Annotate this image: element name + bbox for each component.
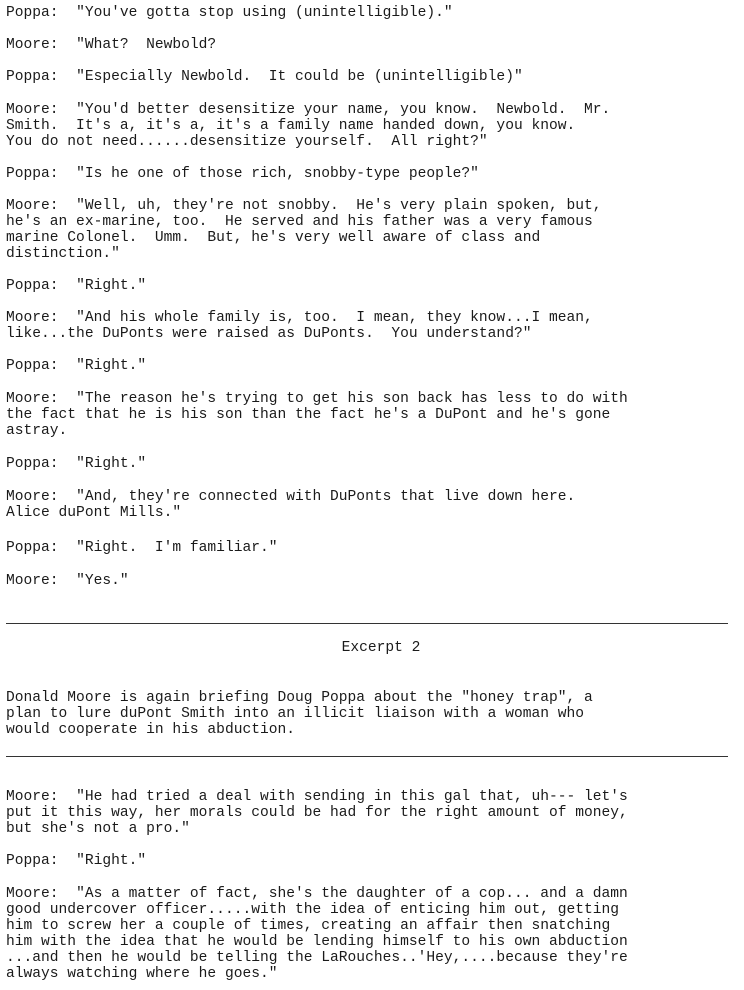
- dialogue-paragraph: [6, 310, 738, 342]
- dialogue-paragraph: [6, 102, 738, 150]
- speaker-label: Poppa:: [6, 5, 59, 21]
- dialogue-paragraph: [6, 456, 738, 472]
- dialogue-paragraph: [6, 540, 738, 556]
- dialogue-text: "Yes.": [76, 573, 129, 589]
- dialogue-text: distinction.": [6, 246, 120, 262]
- dialogue-text: him to screw her a couple of times, creating an affair then snatching: [6, 918, 611, 934]
- dialogue-text: "Well, uh, they're not snobby. He's very plain spoken, but,: [76, 198, 602, 214]
- dialogue-text: like...the DuPonts were raised as DuPonts. You understand?": [6, 326, 532, 342]
- horizontal-rule: [6, 623, 728, 624]
- speaker-label: Moore:: [6, 489, 59, 505]
- speaker-label: Moore:: [6, 102, 59, 118]
- dialogue-text: marine Colonel. Umm. But, he's very well aware of class and: [6, 230, 541, 246]
- dialogue-paragraph: [6, 358, 738, 374]
- dialogue-paragraph: [6, 573, 738, 589]
- dialogue-text: always watching where he goes.": [6, 966, 278, 982]
- speaker-label: Moore:: [6, 37, 59, 53]
- dialogue-text: "And, they're connected with DuPonts that live down here.: [76, 489, 576, 505]
- speaker-label: Poppa:: [6, 278, 59, 294]
- dialogue-paragraph: [6, 789, 738, 837]
- dialogue-text: "Right.": [76, 358, 147, 374]
- horizontal-rule: [6, 756, 728, 757]
- dialogue-text: but she's not a pro.": [6, 821, 190, 837]
- dialogue-text: "The reason he's trying to get his son back has less to do with: [76, 391, 628, 407]
- speaker-label: Poppa:: [6, 540, 59, 556]
- dialogue-paragraph: [6, 166, 738, 182]
- dialogue-paragraph: [6, 278, 738, 294]
- speaker-label: Moore:: [6, 198, 59, 214]
- dialogue-text: astray.: [6, 423, 68, 439]
- dialogue-text: "You've gotta stop using (unintelligible).": [76, 5, 453, 21]
- dialogue-paragraph: [6, 886, 738, 982]
- dialogue-paragraph: [6, 5, 738, 21]
- speaker-label: Poppa:: [6, 358, 59, 374]
- dialogue-text: "Right.": [76, 456, 147, 472]
- speaker-label: Poppa:: [6, 166, 59, 182]
- dialogue-text: "As a matter of fact, she's the daughter of a cop... and a damn: [76, 886, 628, 902]
- dialogue-text: ...and then he would be telling the LaRouches..'Hey,....because they're: [6, 950, 628, 966]
- dialogue-text: the fact that he is his son than the fact he's a DuPont and he's gone: [6, 407, 611, 423]
- dialogue-text: him with the idea that he would be lending himself to his own abduction: [6, 934, 628, 950]
- dialogue-text: "Right. I'm familiar.": [76, 540, 278, 556]
- dialogue-text: "Right.": [76, 853, 147, 869]
- dialogue-text: "Is he one of those rich, snobby-type people?": [76, 166, 479, 182]
- dialogue-paragraph: [6, 37, 738, 53]
- speaker-label: Moore:: [6, 573, 59, 589]
- speaker-label: Moore:: [6, 391, 59, 407]
- dialogue-paragraph: [6, 391, 738, 439]
- section-heading: Excerpt 2: [341, 640, 421, 656]
- summary-text: would cooperate in his abduction.: [6, 722, 296, 738]
- dialogue-paragraph: [6, 853, 738, 869]
- dialogue-text: "He had tried a deal with sending in this gal that, uh--- let's: [76, 789, 628, 805]
- dialogue-paragraph: [6, 198, 738, 262]
- speaker-label: Poppa:: [6, 853, 59, 869]
- summary-text: plan to lure duPont Smith into an illicit liaison with a woman who: [6, 706, 585, 722]
- speaker-label: Moore:: [6, 789, 59, 805]
- dialogue-text: "And his whole family is, too. I mean, they know...I mean,: [76, 310, 593, 326]
- dialogue-text: "Especially Newbold. It could be (unintelligible)": [76, 69, 523, 85]
- dialogue-text: Alice duPont Mills.": [6, 505, 182, 521]
- dialogue-text: Smith. It's a, it's a, it's a family name handed down, you know.: [6, 118, 576, 134]
- speaker-label: Poppa:: [6, 456, 59, 472]
- dialogue-text: good undercover officer.....with the idea of enticing him out, getting: [6, 902, 620, 918]
- summary-text: Donald Moore is again briefing Doug Poppa about the "honey trap", a: [6, 690, 593, 706]
- dialogue-text: "You'd better desensitize your name, you know. Newbold. Mr.: [76, 102, 611, 118]
- dialogue-text: he's an ex-marine, too. He served and his father was a very famous: [6, 214, 593, 230]
- dialogue-text: "Right.": [76, 278, 147, 294]
- dialogue-paragraph: [6, 69, 738, 85]
- dialogue-text: "What? Newbold?: [76, 37, 217, 53]
- summary-paragraph: [6, 690, 738, 738]
- dialogue-paragraph: [6, 489, 738, 521]
- speaker-label: Moore:: [6, 310, 59, 326]
- dialogue-text: put it this way, her morals could be had for the right amount of money,: [6, 805, 628, 821]
- dialogue-text: You do not need......desensitize yourself. All right?": [6, 134, 488, 150]
- speaker-label: Moore:: [6, 886, 59, 902]
- speaker-label: Poppa:: [6, 69, 59, 85]
